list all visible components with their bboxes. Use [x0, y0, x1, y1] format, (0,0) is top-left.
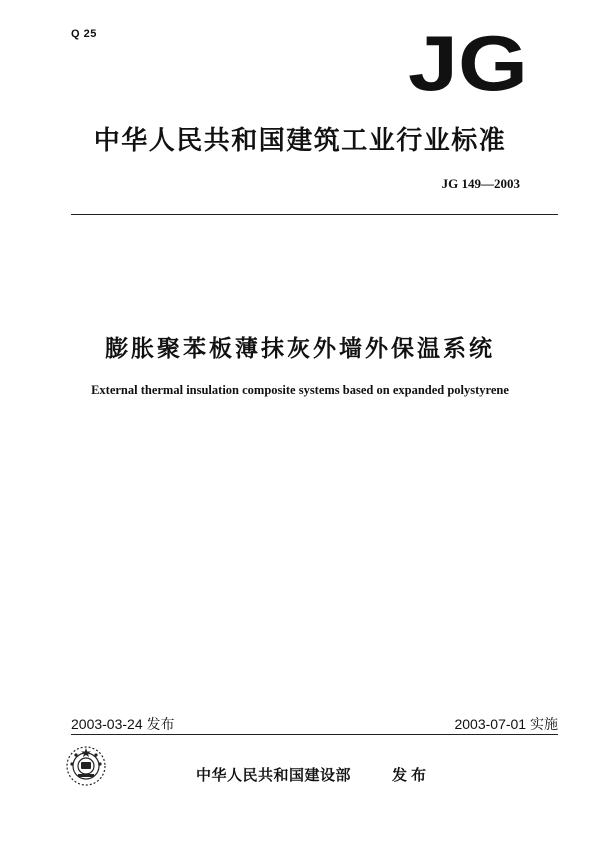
logo-text: JG: [408, 32, 528, 92]
document-title-en: External thermal insulation composite systems based on expanded polystyrene: [91, 383, 509, 397]
document-title-cn: 膨胀聚苯板薄抹灰外墙外保温系统: [105, 336, 495, 362]
bottom-divider: [71, 734, 558, 735]
standard-title: 中华人民共和国建筑工业行业标准: [93, 126, 507, 156]
top-divider: [71, 214, 558, 215]
standard-code: JG 149—2003: [441, 176, 520, 191]
publish-label: 发布: [392, 766, 431, 784]
jg-logo: [408, 32, 528, 92]
classification-code: Q 25: [71, 28, 97, 40]
publisher-name: 中华人民共和国建设部: [196, 766, 352, 784]
national-emblem-icon: [64, 744, 108, 788]
implementation-date: 2003-07-01 实施: [454, 716, 558, 732]
issue-date: 2003-03-24 发布: [71, 716, 175, 732]
